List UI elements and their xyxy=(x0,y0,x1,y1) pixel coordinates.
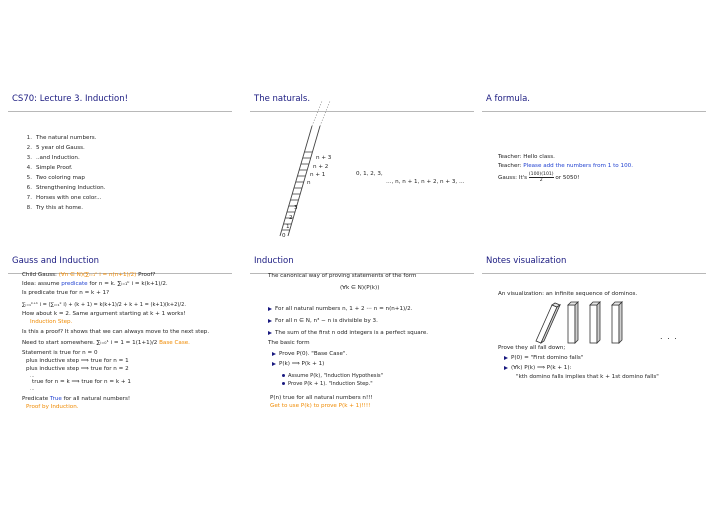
example-item: For all natural numbers n, 1 + 2 ⋯ n = n(n+1)/2. xyxy=(268,306,412,313)
ladder-label: 1 xyxy=(286,224,290,230)
sum-derivation: ∑ᵢ₌₁ᵏ⁺¹ i = (∑ᵢ₌₁ᵏ i) + (k + 1) = k(k+1)/2 + k + 1 = (k+1)(k+2)/2. xyxy=(22,302,186,308)
form-step: Prove P(0). "Base Case". xyxy=(272,351,347,358)
teacher-greeting: Teacher: Hello class. xyxy=(498,154,555,160)
bullet-icon xyxy=(272,362,276,366)
slide-title: Induction xyxy=(254,256,294,266)
bullet-icon xyxy=(504,356,508,360)
domino-point: (∀k) P(k) ⟹ P(k + 1): xyxy=(504,365,571,372)
form-substep: Assume P(k), "Induction Hypothesis" xyxy=(282,373,383,380)
bullet-icon xyxy=(272,352,276,356)
canonical-statement: (∀k ∈ N)(P(k)) xyxy=(340,285,380,291)
slide-title-bar xyxy=(482,253,706,274)
bullet-icon xyxy=(268,319,272,323)
bullet-icon xyxy=(268,331,272,335)
outline-item: 1. The natural numbers. xyxy=(26,135,97,141)
canonical-intro: The canonical way of proving statements of the form xyxy=(268,273,417,279)
bullet-icon xyxy=(282,374,285,377)
slide-title-bar xyxy=(250,253,474,274)
chain-line: true for n = k ⟹ true for n = k + 1 xyxy=(32,379,131,385)
domino-illustration xyxy=(530,297,650,345)
outline-item: 4. Simple Proof. xyxy=(26,165,73,171)
slide-title: A formula. xyxy=(486,94,530,104)
induction-step-label: Induction Step. xyxy=(30,319,73,325)
slide-title: Gauss and Induction xyxy=(12,256,100,266)
induction-conclusion: P(n) true for all natural numbers n!!! xyxy=(270,395,373,401)
ladder-label: 3 xyxy=(294,205,298,211)
continuation-dots: . . . xyxy=(660,332,678,341)
proof-by-induction-label: Proof by Induction. xyxy=(26,404,79,410)
bullet-icon xyxy=(282,382,285,385)
example-item: For all n ∈ N, n³ − n is divisible by 3. xyxy=(268,318,378,325)
ladder-label: n xyxy=(307,180,311,186)
slide-title-bar xyxy=(482,91,706,112)
outline-item: 6. Strengthening Induction. xyxy=(26,185,106,191)
ladder-label: n + 1 xyxy=(310,172,326,178)
next-step-question: Is predicate true for n = k + 1? xyxy=(22,290,110,296)
chain-ellipsis: … xyxy=(30,387,35,392)
outline-list xyxy=(20,133,105,213)
natural-sequence-general: …, n, n + 1, n + 2, n + 3, … xyxy=(386,179,465,185)
ladder-label: 2 xyxy=(289,215,293,221)
teacher-request: Teacher: Please add the numbers from 1 to 100. xyxy=(498,163,633,169)
outline-item: 8. Try this at home. xyxy=(26,205,84,211)
slide-lecture-outline xyxy=(8,91,232,245)
natural-sequence: 0, 1, 2, 3, xyxy=(356,171,383,177)
ladder-label: n + 2 xyxy=(313,164,329,170)
slide-title: CS70: Lecture 3. Induction! xyxy=(12,94,129,104)
slide-title-bar xyxy=(8,253,232,274)
bullet-icon xyxy=(504,366,508,370)
domino-point-detail: "kth domino falls implies that k + 1st domino falls" xyxy=(516,374,659,380)
domino-point: P(0) = "First domino falls" xyxy=(504,355,583,362)
slide-gauss-induction xyxy=(8,253,232,410)
k-equals-2-note: How about k = 2. Same argument starting at k + 1 works! xyxy=(22,311,186,317)
outline-item: 3. ..and Induction. xyxy=(26,155,80,161)
slide-naturals xyxy=(250,91,474,245)
slide-notes-visualization xyxy=(482,253,706,407)
prove-fall-line: Prove they all fall down; xyxy=(498,345,566,351)
base-case-line: Need to start somewhere. ∑ᵢ₌₀¹ i = 1 = 1(1+1)/2 Base Case. xyxy=(22,340,190,346)
chain-line: Statement is true for n = 0 xyxy=(22,350,98,356)
induction-tip: Get to use P(k) to prove P(k + 1)!!!! xyxy=(270,403,371,409)
example-item: The sum of the first n odd integers is a perfect square. xyxy=(268,330,428,337)
outline-item: 5. Two coloring map xyxy=(26,175,85,181)
ladder-label: n + 3 xyxy=(316,155,332,161)
slide-title-bar xyxy=(8,91,232,112)
chain-line: plus inductive step ⟹ true for n = 1 xyxy=(26,358,129,364)
outline-item: 7. Horses with one color... xyxy=(26,195,102,201)
basic-form-label: The basic form xyxy=(268,340,310,346)
gauss-answer: Gauss: It's $\frac{(100)(101)}{2}$ or 5050! xyxy=(498,172,580,183)
is-this-proof: Is this a proof? It shows that we can always move to the next step. xyxy=(22,329,210,335)
outline-item: 2. 5 year old Gauss. xyxy=(26,145,85,151)
slide-title: The naturals. xyxy=(254,94,311,104)
domino-intro: An visualization: an infinite sequence of dominos. xyxy=(498,291,638,297)
chain-line: plus inductive step ⟹ true for n = 2 xyxy=(26,366,129,372)
slide-title: Notes visualization xyxy=(486,256,567,266)
gauss-claim: Child Gauss: (∀n ∈ N)(∑ᵢ₌₁ⁿ i = n(n+1)/2) Proof? xyxy=(22,272,156,278)
slide-formula xyxy=(482,91,706,245)
ladder-illustration xyxy=(260,106,340,246)
form-step: P(k) ⟹ P(k + 1) xyxy=(272,361,324,368)
chain-ellipsis: … xyxy=(30,374,35,379)
form-substep: Prove P(k + 1). "Induction Step." xyxy=(282,381,373,388)
bullet-icon xyxy=(268,307,272,311)
assume-predicate: Idea: assume predicate for n = k. ∑ᵢ₌₁ᵏ i = k(k+1)/2. xyxy=(22,281,168,287)
conclusion-line: Predicate True for all natural numbers! xyxy=(22,396,131,402)
ladder-label: 0 xyxy=(282,233,286,239)
slide-induction xyxy=(250,253,474,407)
